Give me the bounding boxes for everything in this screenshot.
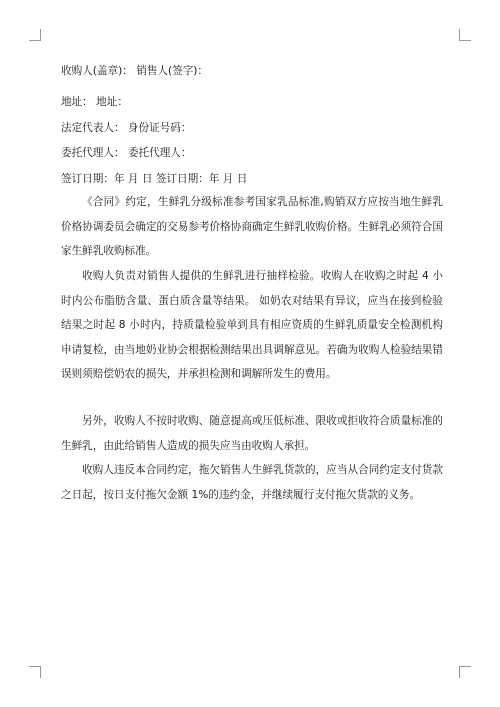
crop-mark-bottom-left-v (40, 666, 41, 678)
paragraph-buyer-liability: 另外，收购人不按时收购、随意提高或压低标准、限收或拒收符合质量标准的生鲜乳，由此给销售人造成的损失应当由收购人承担。 (61, 415, 443, 452)
address-line: 地址： 地址： (61, 96, 128, 108)
paragraph-inspection: 收购人负责对销售人提供的生鲜乳进行抽样检验。收购人在收购之时起 4 小时内公布脂肪含量、蛋白质含量等结果。 如奶农对结果有异议，应当在接到检验结果之时起 8 小时内，持质量检验单到具有相应资质的生鲜乳质量安全检测机构申请复检，由当地奶业协会根据检测结果出具调解意见。若确为收购人检验结果错误则须赔偿奶农的损失，并承担检测和调解所发生的费用。 (61, 270, 443, 380)
crop-mark-bottom-right-h (459, 666, 471, 667)
paragraph-standards: 《合同》约定，生鲜乳分级标准参考国家乳品标准,购销双方应按当地生鲜乳价格协调委员会确定的交易参考价格协商确定生鲜乳收购价格。生鲜乳必须符合国家生鲜乳收购标准。 (61, 196, 443, 257)
sign-dates-line: 签订日期：年 月 日 签订日期：年 月 日 (61, 173, 248, 185)
crop-mark-top-left-v (40, 29, 41, 41)
agents-line: 委托代理人： 委托代理人： (61, 147, 192, 159)
buyer-seller-line: 收购人(盖章)： 销售人(签字)： (61, 65, 209, 77)
crop-mark-bottom-right-v (459, 666, 460, 678)
crop-mark-top-right-v (459, 29, 460, 41)
legal-rep-id-line: 法定代表人： 身份证号码： (61, 122, 192, 134)
paragraph-late-payment: 收购人违反本合同约定，拖欠销售人生鲜乳货款的，应当从合同约定支付货款之日起，按日支付拖欠金额 1%的违约金，并继续履行支付拖欠货款的义务。 (61, 464, 443, 501)
crop-mark-top-right-h (459, 40, 471, 41)
